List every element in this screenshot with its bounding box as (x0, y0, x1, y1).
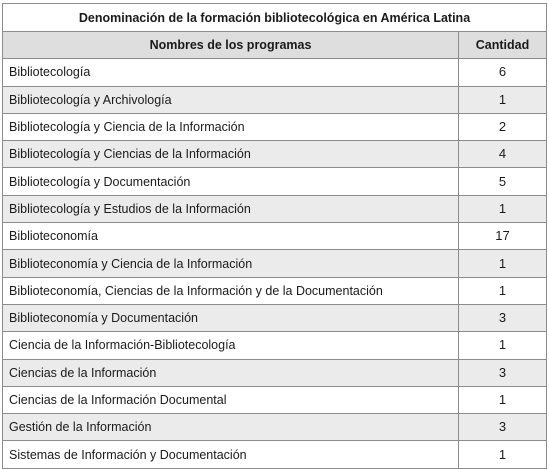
column-header-name: Nombres de los programas (3, 32, 459, 59)
programs-table-container (2, 3, 546, 469)
program-name-cell: Ciencia de la Información-Bibliotecología (3, 332, 459, 359)
program-count-cell: 6 (459, 59, 547, 86)
program-name-cell: Ciencias de la Información (3, 359, 459, 386)
table-title: Denominación de la formación bibliotecológica en América Latina (3, 4, 547, 32)
program-count-cell: 2 (459, 113, 547, 140)
table-row (3, 304, 547, 331)
column-header-count: Cantidad (459, 32, 547, 59)
program-count-cell: 5 (459, 168, 547, 195)
table-row (3, 113, 547, 140)
programs-table (2, 3, 547, 469)
program-name-cell: Biblioteconomía y Ciencia de la Información (3, 250, 459, 277)
program-count-cell: 1 (459, 332, 547, 359)
program-count-cell: 1 (459, 250, 547, 277)
table-header-row (3, 32, 547, 59)
program-name-cell: Biblioteconomía, Ciencias de la Información y de la Documentación (3, 277, 459, 304)
program-name-cell: Sistemas de Información y Documentación (3, 441, 459, 468)
program-name-cell: Biblioteconomía (3, 223, 459, 250)
program-count-cell: 1 (459, 386, 547, 413)
program-name-cell: Bibliotecología y Archivología (3, 86, 459, 113)
table-title-row (3, 4, 547, 32)
table-row (3, 168, 547, 195)
program-count-cell: 4 (459, 141, 547, 168)
program-count-cell: 3 (459, 359, 547, 386)
table-row (3, 195, 547, 222)
program-name-cell: Bibliotecología (3, 59, 459, 86)
program-name-cell: Bibliotecología y Documentación (3, 168, 459, 195)
table-row (3, 386, 547, 413)
program-name-cell: Gestión de la Información (3, 414, 459, 441)
program-count-cell: 1 (459, 277, 547, 304)
table-row (3, 86, 547, 113)
table-row (3, 359, 547, 386)
table-row (3, 441, 547, 468)
table-row (3, 414, 547, 441)
program-count-cell: 17 (459, 223, 547, 250)
table-row (3, 223, 547, 250)
program-count-cell: 1 (459, 195, 547, 222)
program-name-cell: Ciencias de la Información Documental (3, 386, 459, 413)
program-name-cell: Bibliotecología y Ciencias de la Información (3, 141, 459, 168)
table-row (3, 141, 547, 168)
program-count-cell: 3 (459, 304, 547, 331)
table-row (3, 277, 547, 304)
table-row (3, 250, 547, 277)
program-name-cell: Bibliotecología y Ciencia de la Información (3, 113, 459, 140)
program-count-cell: 3 (459, 414, 547, 441)
table-body (3, 59, 547, 468)
program-count-cell: 1 (459, 441, 547, 468)
table-row (3, 59, 547, 86)
program-name-cell: Bibliotecología y Estudios de la Información (3, 195, 459, 222)
table-row (3, 332, 547, 359)
program-name-cell: Biblioteconomía y Documentación (3, 304, 459, 331)
program-count-cell: 1 (459, 86, 547, 113)
